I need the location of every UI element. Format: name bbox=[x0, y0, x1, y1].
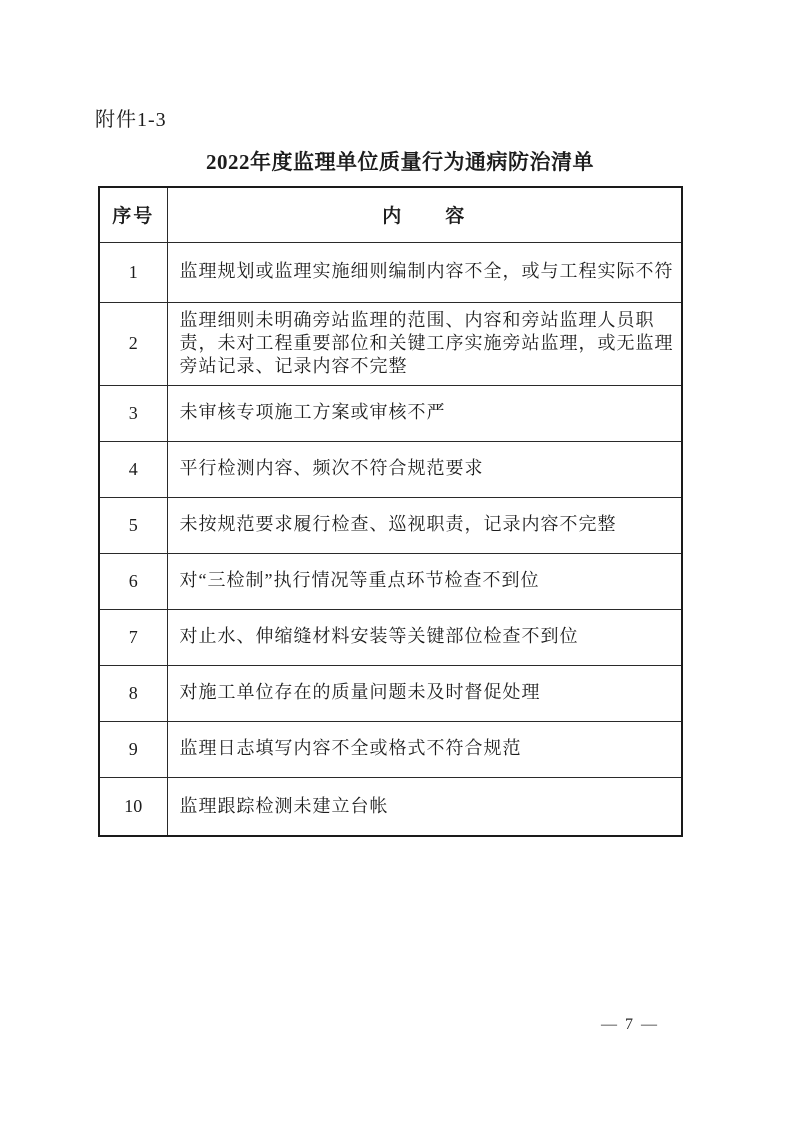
row-serial-number: 7 bbox=[99, 609, 167, 665]
row-serial-number: 9 bbox=[99, 721, 167, 777]
row-serial-number: 3 bbox=[99, 385, 167, 441]
defect-list-table bbox=[98, 186, 683, 837]
page-number: — 7 — bbox=[601, 1016, 659, 1033]
row-content: 未按规范要求履行检查、巡视职责，记录内容不完整 bbox=[167, 497, 682, 553]
table-row bbox=[99, 385, 682, 441]
row-serial-number: 5 bbox=[99, 497, 167, 553]
page-title: 2022年度监理单位质量行为通病防治清单 bbox=[206, 150, 594, 174]
header-content: 内 容 bbox=[167, 187, 682, 242]
row-serial-number: 4 bbox=[99, 441, 167, 497]
row-content: 监理细则未明确旁站监理的范围、内容和旁站监理人员职责，未对工程重要部位和关键工序实施旁站监理，或无监理旁站记录、记录内容不完整 bbox=[167, 302, 682, 385]
row-serial-number: 6 bbox=[99, 553, 167, 609]
table-header-row bbox=[99, 187, 682, 242]
table-row bbox=[99, 609, 682, 665]
row-content: 未审核专项施工方案或审核不严 bbox=[167, 385, 682, 441]
row-content: 对止水、伸缩缝材料安装等关键部位检查不到位 bbox=[167, 609, 682, 665]
row-content: 监理规划或监理实施细则编制内容不全，或与工程实际不符 bbox=[167, 242, 682, 302]
table-row bbox=[99, 777, 682, 836]
table-row bbox=[99, 665, 682, 721]
row-content: 监理跟踪检测未建立台帐 bbox=[167, 777, 682, 836]
table-row bbox=[99, 242, 682, 302]
row-content: 对施工单位存在的质量问题未及时督促处理 bbox=[167, 665, 682, 721]
attachment-label: 附件1-3 bbox=[95, 109, 167, 131]
table-row bbox=[99, 721, 682, 777]
row-content: 监理日志填写内容不全或格式不符合规范 bbox=[167, 721, 682, 777]
row-serial-number: 1 bbox=[99, 242, 167, 302]
table-header bbox=[99, 187, 682, 242]
row-serial-number: 8 bbox=[99, 665, 167, 721]
row-content: 平行检测内容、频次不符合规范要求 bbox=[167, 441, 682, 497]
table-row bbox=[99, 441, 682, 497]
row-serial-number: 2 bbox=[99, 302, 167, 385]
table-row bbox=[99, 553, 682, 609]
row-content: 对“三检制”执行情况等重点环节检查不到位 bbox=[167, 553, 682, 609]
table-row bbox=[99, 302, 682, 385]
defect-table-body bbox=[99, 242, 682, 836]
header-serial-number: 序号 bbox=[99, 187, 167, 242]
row-serial-number: 10 bbox=[99, 777, 167, 836]
table-row bbox=[99, 497, 682, 553]
